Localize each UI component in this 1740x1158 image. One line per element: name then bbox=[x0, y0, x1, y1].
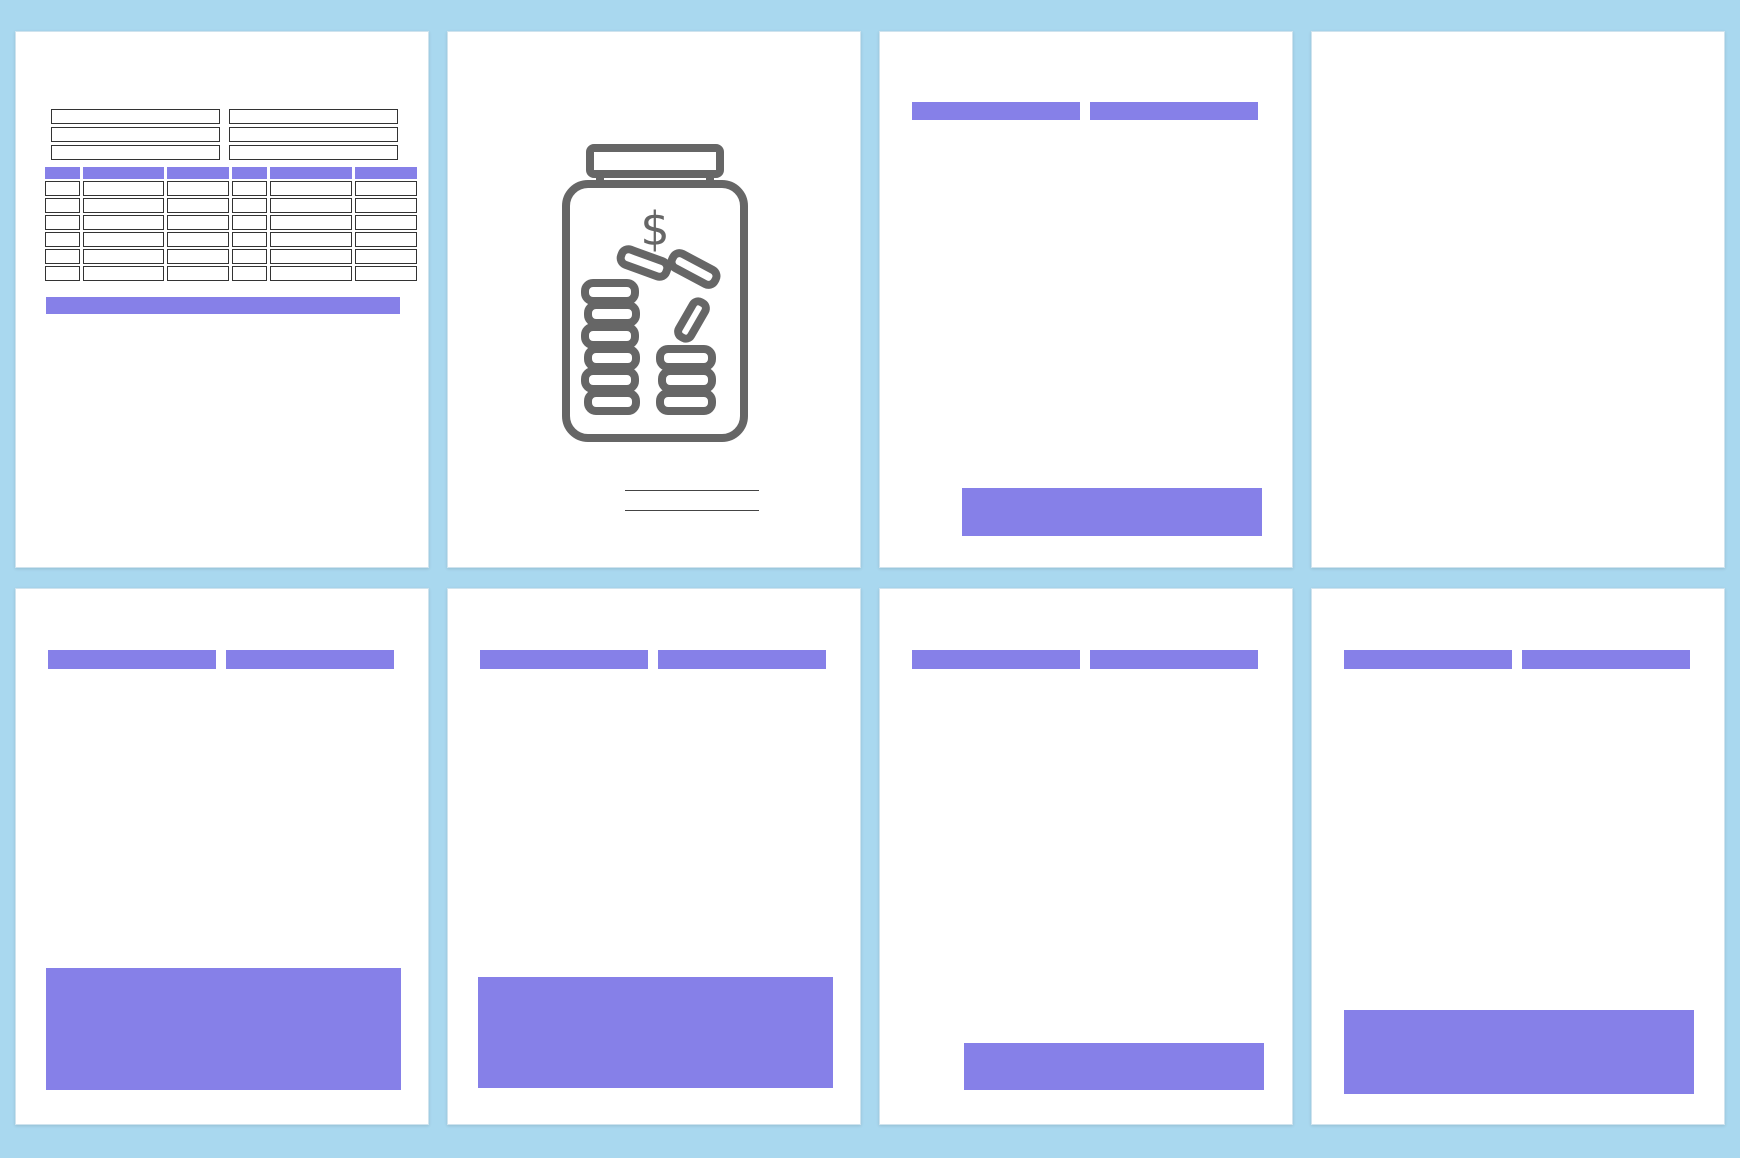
column-header bbox=[167, 167, 229, 179]
balance-cell[interactable] bbox=[167, 181, 229, 196]
balance-cell[interactable] bbox=[167, 249, 229, 264]
page-house-fund-tracker bbox=[15, 588, 429, 1125]
notes-field[interactable] bbox=[964, 1043, 1264, 1090]
week-number bbox=[45, 181, 80, 196]
table-row bbox=[45, 249, 417, 264]
notes-header bbox=[46, 297, 400, 314]
amount-saved-cell[interactable] bbox=[270, 215, 351, 230]
amount-saved-cell[interactable] bbox=[270, 198, 351, 213]
balance-cell[interactable] bbox=[355, 249, 417, 264]
column-header bbox=[355, 167, 417, 179]
column-header bbox=[232, 167, 267, 179]
notes-field[interactable] bbox=[962, 488, 1262, 536]
week-number bbox=[232, 249, 267, 264]
each-icon-field[interactable] bbox=[226, 650, 394, 669]
balance-cell[interactable] bbox=[167, 215, 229, 230]
page-car-fund-tracker bbox=[879, 588, 1293, 1125]
week-number bbox=[45, 215, 80, 230]
amount-saved-cell[interactable] bbox=[270, 181, 351, 196]
info-field-minimum-saving[interactable] bbox=[229, 109, 398, 124]
week-number bbox=[45, 198, 80, 213]
notes-field[interactable] bbox=[46, 968, 401, 1090]
amount-saved-cell[interactable] bbox=[83, 215, 164, 230]
balance-cell[interactable] bbox=[167, 198, 229, 213]
column-header bbox=[270, 167, 351, 179]
info-field-goal-monthly-saving[interactable] bbox=[229, 127, 398, 142]
info-field-goal-saving-date[interactable] bbox=[229, 145, 398, 160]
balance-cell[interactable] bbox=[355, 181, 417, 196]
coin-jar-icon bbox=[560, 143, 750, 463]
amount-saved-cell[interactable] bbox=[83, 181, 164, 196]
amount-saved-cell[interactable] bbox=[83, 232, 164, 247]
balance-cell[interactable] bbox=[355, 232, 417, 247]
week-number bbox=[45, 249, 80, 264]
page-52-week-saving bbox=[15, 31, 429, 568]
week-number bbox=[232, 266, 267, 281]
table-row bbox=[45, 181, 417, 196]
amount-saved-cell[interactable] bbox=[83, 249, 164, 264]
each-icon-field[interactable] bbox=[658, 650, 826, 669]
notes-field[interactable] bbox=[478, 977, 833, 1088]
week-number bbox=[232, 181, 267, 196]
balance-cell[interactable] bbox=[355, 198, 417, 213]
goal-field[interactable] bbox=[480, 650, 648, 669]
amount-saved-cell[interactable] bbox=[270, 232, 351, 247]
weeks-table bbox=[42, 165, 420, 283]
goal-amount-line[interactable] bbox=[625, 490, 759, 491]
page-saving-jar-tracker bbox=[447, 31, 861, 568]
amount-saved-cell[interactable] bbox=[83, 266, 164, 281]
amount-saved-cell[interactable] bbox=[83, 198, 164, 213]
goal-field[interactable] bbox=[912, 102, 1080, 120]
info-field-starting-balance[interactable] bbox=[51, 109, 220, 124]
info-field-saving-for[interactable] bbox=[51, 127, 220, 142]
amount-saved-cell[interactable] bbox=[270, 266, 351, 281]
amount-saved-cell[interactable] bbox=[270, 249, 351, 264]
column-header bbox=[45, 167, 80, 179]
week-number bbox=[45, 266, 80, 281]
each-icon-field[interactable] bbox=[1522, 650, 1690, 669]
goal-field[interactable] bbox=[48, 650, 216, 669]
table-row bbox=[45, 232, 417, 247]
page-college-fund-tracker bbox=[447, 588, 861, 1125]
notes-field[interactable] bbox=[1344, 1010, 1694, 1094]
goal-field[interactable] bbox=[1344, 650, 1512, 669]
page-3-6-months-emergency-fund-tracker bbox=[1311, 31, 1725, 568]
equals-line[interactable] bbox=[625, 510, 759, 511]
each-icon-field[interactable] bbox=[1090, 650, 1258, 669]
week-number bbox=[45, 232, 80, 247]
balance-cell[interactable] bbox=[355, 215, 417, 230]
page-emergency-fund-tracker bbox=[879, 31, 1293, 568]
info-field-saving-goal[interactable] bbox=[51, 145, 220, 160]
week-number bbox=[232, 232, 267, 247]
balance-cell[interactable] bbox=[355, 266, 417, 281]
each-icon-field[interactable] bbox=[1090, 102, 1258, 120]
goal-field[interactable] bbox=[912, 650, 1080, 669]
balance-cell[interactable] bbox=[167, 266, 229, 281]
balance-cell[interactable] bbox=[167, 232, 229, 247]
column-header bbox=[83, 167, 164, 179]
table-row bbox=[45, 215, 417, 230]
svg-text:$: $ bbox=[640, 202, 670, 256]
week-number bbox=[232, 198, 267, 213]
week-number bbox=[232, 215, 267, 230]
table-row bbox=[45, 198, 417, 213]
table-row bbox=[45, 266, 417, 281]
page-gym-fund-tracker bbox=[1311, 588, 1725, 1125]
